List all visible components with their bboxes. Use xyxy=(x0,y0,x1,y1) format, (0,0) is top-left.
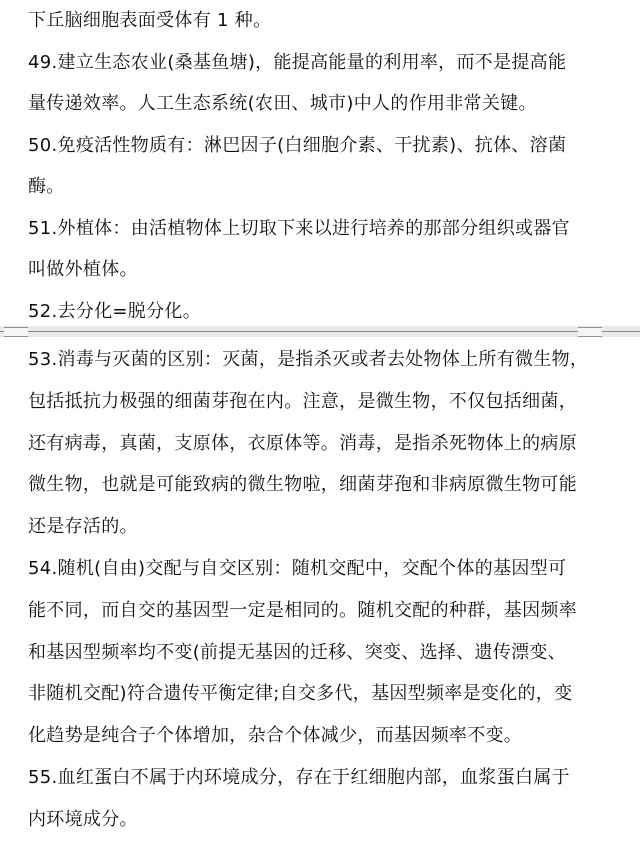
text-line: 量传递效率。人工生态系统(农田、城市)中人的作用非常关键。 xyxy=(28,93,537,114)
text-line: 微生物，也就是可能致病的微生物啦，细菌芽孢和非病原微生物可能 xyxy=(28,474,577,496)
text-line: 化趋势是纯合子个体增加，杂合个体减少，而基因频率不变。 xyxy=(28,725,523,747)
text-line: 55.血红蛋白不属于内环境成分，存在于红细胞内部，血浆蛋白属于 xyxy=(28,767,570,788)
text-line: 还有病毒，真菌，支原体，衣原体等。消毒，是指杀死物体上的病原 xyxy=(28,432,577,454)
paragraph-50 xyxy=(28,125,624,208)
page-break-handle-right[interactable] xyxy=(578,327,602,337)
text-line: 52.去分化=脱分化。 xyxy=(28,300,202,322)
document-page-lower xyxy=(0,337,640,841)
paragraph-55 xyxy=(28,757,624,841)
text-line: 50.免疫活性物质有：淋巴因子(白细胞介素、干扰素)、抗体、溶菌 xyxy=(28,134,567,156)
paragraph-48-tail xyxy=(28,0,624,42)
text-line: 内环境成分。 xyxy=(28,808,138,830)
page-break-handle-left[interactable] xyxy=(4,327,28,337)
text-line: 包括抵抗力极强的细菌芽孢在内。注意，是微生物，不仅包括细菌， xyxy=(28,390,577,412)
text-line: 能不同，而自交的基因型一定是相同的。随机交配的种群，基因频率 xyxy=(28,599,577,621)
text-line: 叫做外植体。 xyxy=(28,259,138,280)
text-line: 和基因型频率均不变(前提无基因的迁移、突变、选择、遗传漂变、 xyxy=(28,641,567,663)
text-line: 非随机交配)符合遗传平衡定律;自交多代，基因型频率是变化的，变 xyxy=(28,683,573,705)
text-line: 下丘脑细胞表面受体有 1 种。 xyxy=(28,10,272,31)
text-line: 54.随机(自由)交配与自交区别：随机交配中，交配个体的基因型可 xyxy=(28,558,567,579)
document-page-upper xyxy=(0,0,640,326)
paragraph-49 xyxy=(28,42,624,125)
text-line: 还是存活的。 xyxy=(28,516,138,538)
page-break-separator[interactable] xyxy=(0,326,640,337)
text-line: 53.消毒与灭菌的区别：灭菌，是指杀灭或者去处物体上所有微生物， xyxy=(28,349,589,370)
text-line: 51.外植体：由活植物体上切取下来以进行培养的那部分组织或器官 xyxy=(28,217,570,239)
text-line: 49.建立生态农业(桑基鱼塘)，能提高能量的利用率，而不是提高能 xyxy=(28,51,567,73)
paragraph-54 xyxy=(28,548,624,757)
text-line: 酶。 xyxy=(28,176,65,197)
paragraph-51 xyxy=(28,208,624,291)
page-break-line xyxy=(0,331,640,332)
paragraph-53 xyxy=(28,339,624,548)
